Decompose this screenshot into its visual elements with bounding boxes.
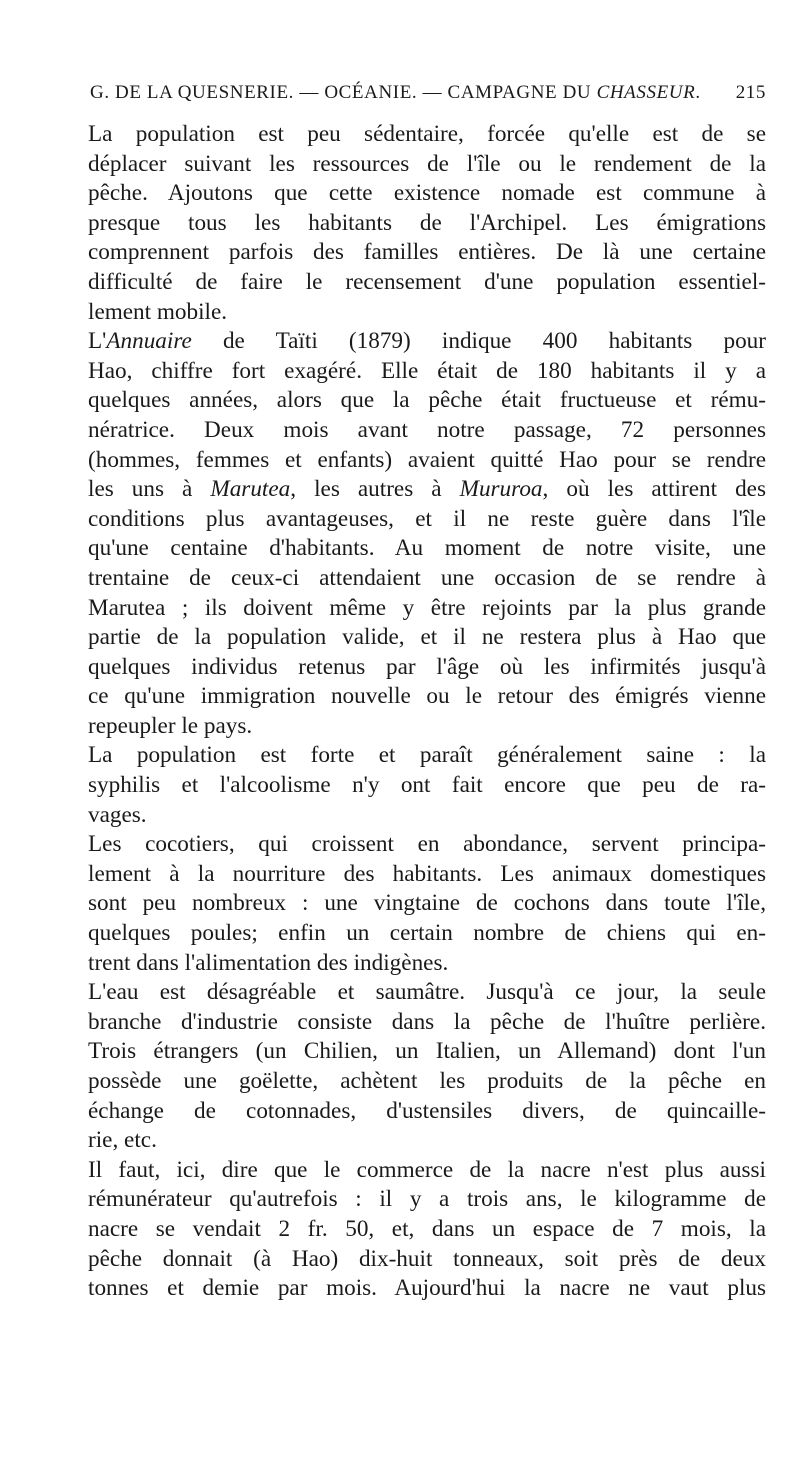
text-line: syphilis et l'alcoolisme n'y ont fait encore que peu de ra- <box>88 772 766 799</box>
text-line: Il faut, ici, dire que le commerce de la nacre n'est plus aussi <box>88 1156 766 1183</box>
text-line: presque tous les habitants de l'Archipel. Les émigrations <box>88 209 766 236</box>
italic-text: Annuaire <box>106 328 192 355</box>
italic-text: Marutea <box>210 476 291 503</box>
text-line: trent dans l'alimentation des indigènes. <box>88 949 449 976</box>
text-line: Marutea ; ils doivent même y être rejoints par la plus grande <box>88 594 766 621</box>
running-title-prefix: G. DE LA QUESNERIE. — OCÉANIE. — CAMPAGNE DU <box>90 82 597 103</box>
page-number: 215 <box>735 82 766 103</box>
text-line: échange de cotonnades, d'ustensiles divers, de quincaille- <box>88 1097 766 1124</box>
text-line: pêche donnait (à Hao) dix-huit tonneaux, soit près de deux <box>88 1245 766 1272</box>
text-line: quelques années, alors que la pêche était fructueuse et rému- <box>88 387 766 414</box>
text-line: lement mobile. <box>88 298 228 325</box>
text-line: ce qu'une immigration nouvelle ou le retour des émigrés vienne <box>88 683 766 710</box>
text-line: L'eau est désagréable et saumâtre. Jusqu'à ce jour, la seule <box>88 979 766 1006</box>
text-line: les uns à Marutea, les autres à Mururoa, où les attirent des <box>88 476 766 503</box>
text-line: possède une goëlette, achètent les produits de la pêche en <box>88 1068 766 1094</box>
text-line: branche d'industrie consiste dans la pêche de l'huître perlière. <box>88 1008 766 1035</box>
text-line: quelques individus retenus par l'âge où les infirmités jusqu'à <box>88 653 766 680</box>
text-line: (hommes, femmes et enfants) avaient quitté Hao pour se rendre <box>88 446 766 473</box>
text-line: quelques poules; enfin un certain nombre de chiens qui en- <box>88 920 766 947</box>
paragraph <box>88 741 766 830</box>
text-line: L'Annuaire de Taïti (1879) indique 400 habitants pour <box>88 328 766 355</box>
text-line: repeupler le pays. <box>88 712 253 739</box>
body-text <box>88 120 766 1304</box>
text-line: Trois étrangers (un Chilien, un Italien, un Allemand) dont l'un <box>88 1038 766 1065</box>
running-title-suffix: . <box>695 82 701 103</box>
italic-text: Mururoa <box>459 476 543 503</box>
running-header <box>90 82 766 112</box>
running-title <box>90 82 701 104</box>
ship-name: CHASSEUR <box>596 82 696 103</box>
paragraph <box>88 327 766 741</box>
paragraph <box>88 120 766 327</box>
text-line: déplacer suivant les ressources de l'île ou le rendement de la <box>88 150 766 177</box>
text-line: nacre se vendait 2 fr. 50, et, dans un espace de 7 mois, la <box>88 1215 766 1242</box>
text-line: difficulté de faire le recensement d'une population essentiel- <box>88 268 766 295</box>
text-line: vages. <box>88 801 147 828</box>
text-line: Hao, chiffre fort exagéré. Elle était de 180 habitants il y a <box>88 357 766 384</box>
text-line: nératrice. Deux mois avant notre passage, 72 personnes <box>88 416 766 443</box>
paragraph <box>88 1156 766 1304</box>
text-line: conditions plus avantageuses, et il ne reste guère dans l'île <box>88 505 766 532</box>
text-line: qu'une centaine d'habitants. Au moment de notre visite, une <box>88 535 766 562</box>
text-line: Les cocotiers, qui croissent en abondance, servent principa- <box>88 831 766 858</box>
text-line: sont peu nombreux : une vingtaine de cochons dans toute l'île, <box>88 890 766 917</box>
text-line: tonnes et demie par mois. Aujourd'hui la nacre ne vaut plus <box>88 1275 766 1302</box>
text-line: comprennent parfois des familles entières. De là une certaine <box>88 239 766 266</box>
text-line: pêche. Ajoutons que cette existence nomade est commune à <box>88 180 766 207</box>
text-line: rie, etc. <box>88 1127 157 1154</box>
paragraph <box>88 978 766 1156</box>
paragraph <box>88 830 766 978</box>
text-line: lement à la nourriture des habitants. Les animaux domestiques <box>88 860 766 887</box>
text-line: partie de la population valide, et il ne restera plus à Hao que <box>88 624 766 651</box>
text-line: La population est forte et paraît généralement saine : la <box>88 742 766 769</box>
text-line: trentaine de ceux-ci attendaient une occasion de se rendre à <box>88 564 766 591</box>
text-line: La population est peu sédentaire, forcée qu'elle est de se <box>88 121 766 147</box>
text-line: rémunérateur qu'autrefois : il y a trois ans, le kilogramme de <box>88 1186 766 1213</box>
